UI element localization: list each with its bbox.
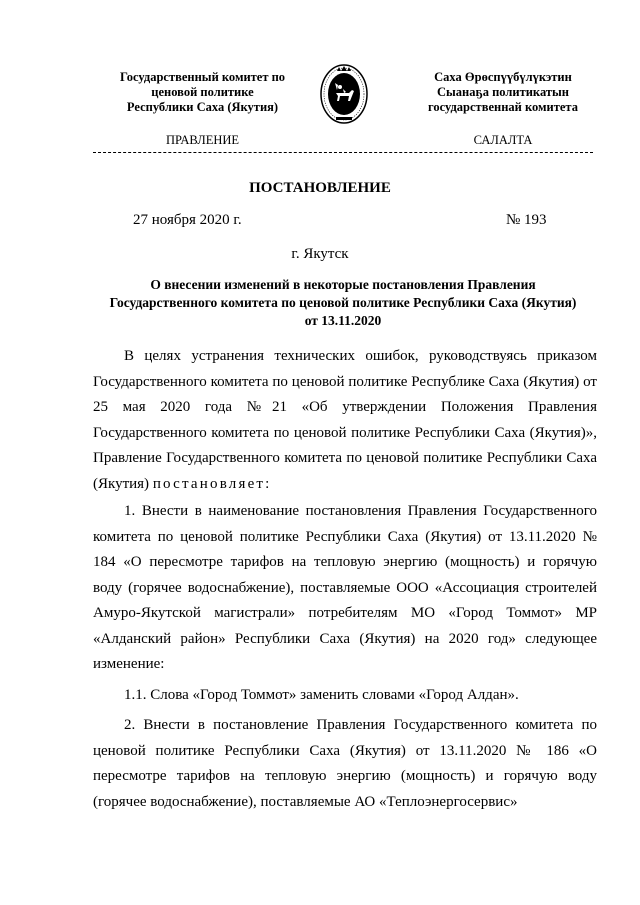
intro-resolution-word: постановляет:: [152, 475, 272, 492]
document-number: № 193: [506, 212, 547, 228]
committee-name-ru-line-3: Республики Саха (Якутия): [126, 100, 279, 114]
document-body: [93, 344, 597, 815]
document-type-heading: ПОСТАНОВЛЕНИЕ: [249, 180, 391, 196]
committee-name-sakha-line-2: Сыанаҕа политикатын: [437, 85, 569, 99]
paragraph-intro: [93, 344, 597, 497]
document-title-line-2: Государственного комитета по ценовой политике Республики Саха (Якутия): [109, 295, 577, 310]
document-date: 27 ноября 2020 г.: [133, 212, 242, 228]
document-place: г. Якутск: [291, 246, 349, 262]
committee-name-ru-line-2: ценовой политике: [151, 85, 254, 99]
committee-name-ru-line-1: Государственный комитет по: [119, 70, 286, 84]
paragraph-item-1: 1. Внести в наименование постановления Правления Государственного комитета по ценовой политике Республики Саха (Якутия) от 13.11.2020 № 184 «О пересмотре тарифов на тепловую энергию (мощность) и горячую воду (горячее водоснабжение), поставляемые ООО «Ассоциация строителей Амуро-Якутской магистрали» потребителям МО «Город Томмот» МР «Алданский район» Республики Саха (Якутия) на 2020 год» следующее изменение:: [93, 503, 597, 672]
intro-text: В целях устранения технических ошибок, руководствуясь приказом Государственного комитета по ценовой политике Республике Саха (Якутия) от 25 мая 2020 года №21 «Об утверждении Положения Правления Государственного комитета по ценовой политике Республики Саха (Якутия)», Правление Государственного комитета по ценовой политике Республики Саха (Якутия): [93, 348, 597, 492]
committee-name-russian: [95, 70, 310, 115]
sakha-coat-of-arms-icon: [319, 63, 369, 125]
document-title-line-3: от 13.11.2020: [304, 313, 382, 328]
header-divider: [93, 152, 593, 153]
document-title: [93, 276, 593, 330]
document-title-line-1: О внесении изменений в некоторые постановления Правления: [150, 277, 536, 292]
board-label-russian: ПРАВЛЕНИЕ: [165, 133, 240, 147]
committee-name-sakha-line-3: государственнай комитета: [428, 100, 578, 114]
paragraph-item-1-1: 1.1. Слова «Город Томмот» заменить словами «Город Алдан».: [124, 686, 519, 703]
committee-name-sakha: [398, 70, 608, 115]
paragraph-item-2: 2. Внести в постановление Правления Государственного комитета по ценовой политике Республики Саха (Якутия) от 13.11.2020 № 186 «О пересмотре тарифов на тепловую энергию (мощность) и горячую воду (горячее водоснабжение), поставляемые АО «Теплоэнергосервис»: [93, 717, 597, 810]
committee-name-sakha-line-1: Саха Өрөспүүбүлүкэтин: [434, 70, 572, 84]
board-label-sakha: САЛАЛТА: [473, 133, 533, 147]
